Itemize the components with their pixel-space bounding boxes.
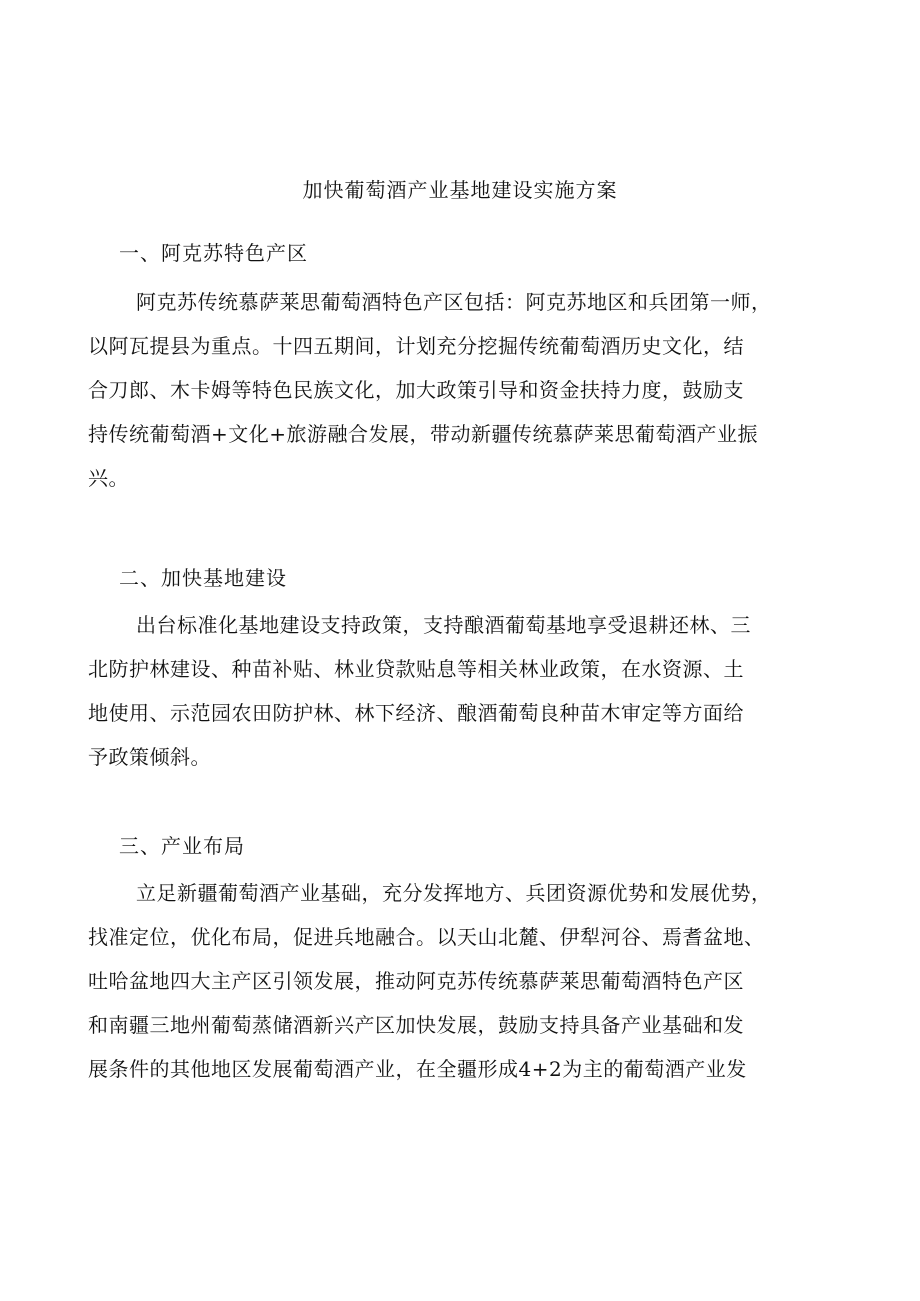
paragraph-line: 出台标准化基地建设支持政策，支持酿酒葡萄基地享受退耕还林、三	[136, 613, 751, 637]
document-title: 加快葡萄酒产业基地建设实施方案	[302, 178, 618, 202]
paragraph-line: 和南疆三地州葡萄蒸储酒新兴产区加快发展，鼓励支持具备产业基础和发	[88, 1013, 744, 1037]
paragraph-line: 合刀郎、木卡姆等特色民族文化，加大政策引导和资金扶持力度，鼓励支	[88, 378, 744, 402]
section-paragraph-3	[88, 871, 858, 1091]
paragraph-line: 北防护林建设、种苗补贴、林业贷款贴息等相关林业政策，在水资源、土	[88, 657, 744, 681]
paragraph-line: 找准定位，优化布局，促进兵地融合。以天山北麓、伊犁河谷、焉耆盆地、	[88, 925, 765, 949]
paragraph-line: 兴。	[88, 466, 129, 490]
paragraph-line: 立足新疆葡萄酒产业基础，充分发挥地方、兵团资源优势和发展优势，	[136, 881, 772, 905]
paragraph-line: 予政策倾斜。	[88, 745, 211, 769]
paragraph-line: 展条件的其他地区发展葡萄酒产业，在全疆形成4+2为主的葡萄酒产业发	[88, 1057, 747, 1081]
paragraph-line: 阿克苏传统慕萨莱思葡萄酒特色产区包括：阿克苏地区和兵团第一师，	[136, 290, 772, 314]
paragraph-line: 地使用、示范园农田防护林、林下经济、酿酒葡萄良种苗木审定等方面给	[88, 701, 744, 725]
paragraph-line: 吐哈盆地四大主产区引领发展，推动阿克苏传统慕萨莱思葡萄酒特色产区	[88, 969, 744, 993]
section-heading-1: 一、阿克苏特色产区	[119, 241, 308, 265]
paragraph-line: 持传统葡萄酒+文化+旅游融合发展，带动新疆传统慕萨莱思葡萄酒产业振	[88, 422, 759, 446]
section-heading-2: 二、加快基地建设	[119, 566, 287, 590]
section-paragraph-2	[88, 603, 858, 779]
section-heading-3: 三、产业布局	[119, 834, 245, 858]
paragraph-line: 以阿瓦提县为重点。十四五期间，计划充分挖掘传统葡萄酒历史文化，结	[88, 334, 744, 358]
section-paragraph-1	[88, 280, 858, 500]
